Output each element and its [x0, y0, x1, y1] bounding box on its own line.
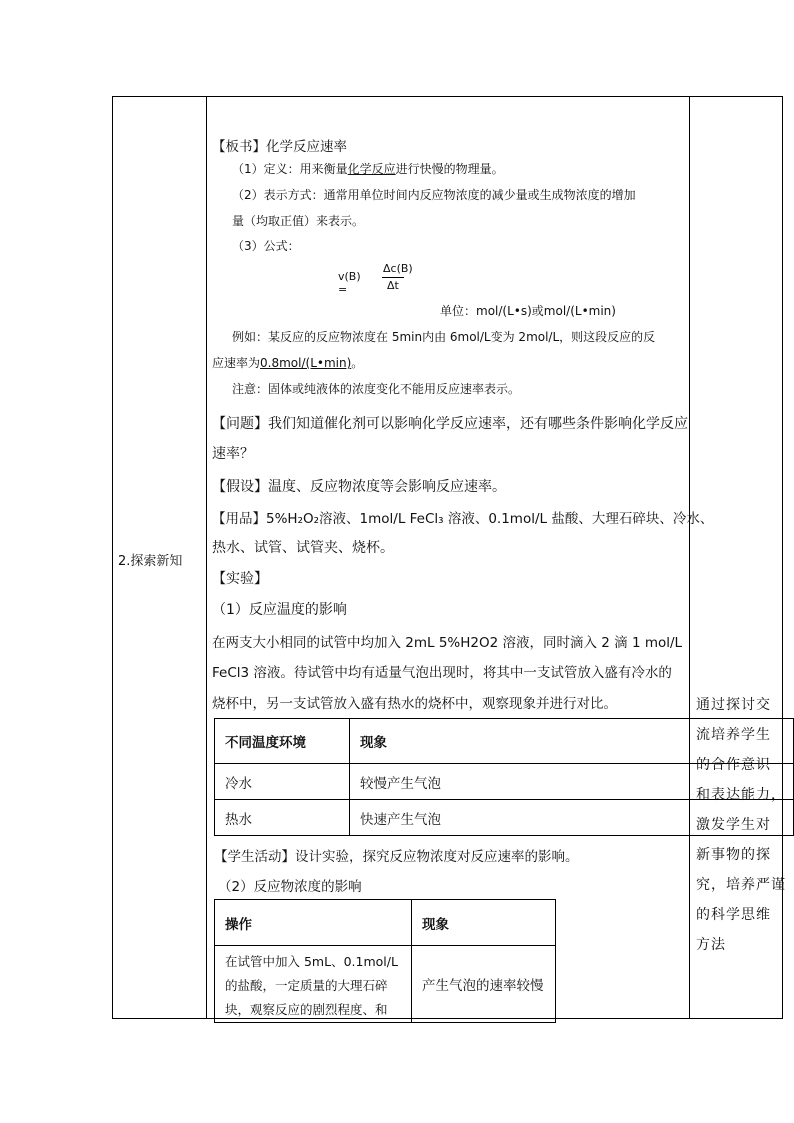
experiment-title: 【实验】 [212, 571, 268, 587]
op-line: 在试管中加入 5mL、0.1mol/L [225, 954, 398, 969]
example-suffix: 。 [351, 356, 364, 370]
board-note: 注意：固体或纯液体的浓度变化不能用反应速率表示。 [232, 382, 521, 396]
side-note-line: 究，培养严谨 [696, 877, 786, 893]
table-header-cell: 操作 [215, 900, 412, 946]
side-note-line: 方法 [696, 937, 726, 953]
op-line: 块，观察反应的剧烈程度、和 [225, 1002, 388, 1017]
fraction-bar [382, 277, 404, 278]
table-row [215, 946, 556, 1023]
column-divider-left [206, 96, 207, 1019]
side-note-line: 的科学思维 [696, 907, 771, 923]
side-note-line: 新事物的探 [696, 847, 771, 863]
side-note-line: 和表达能力， [696, 787, 786, 803]
exp2-title: （2）反应物浓度的影响 [218, 879, 362, 895]
formula-lhs: v(B) = [338, 270, 361, 296]
table-header-cell: 现象 [412, 900, 556, 946]
board-title: 【板书】化学反应速率 [212, 139, 347, 155]
formula-denominator: Δt [387, 279, 399, 292]
example-prefix: 应速率为 [212, 356, 261, 370]
hypothesis: 【假设】温度、反应物浓度等会影响反应速率。 [212, 479, 506, 495]
table-cell: 热水 [215, 800, 350, 836]
board-example-line1: 例如：某反应的反应物浓度在 5min内由 6mol/L变为 2mol/L，则这段反应的反 [232, 330, 656, 344]
formula-numerator: Δc(B) [383, 262, 413, 275]
exp1-line2: FeCl3 溶液。待试管中均有适量气泡出现时，将其中一支试管放入盛有冷水的 [212, 665, 672, 681]
def-underlined-term: 化学反应 [347, 162, 396, 176]
concentration-table [214, 899, 556, 1023]
table-header-cell: 现象 [350, 719, 794, 764]
table-cell: 冷水 [215, 764, 350, 800]
table-cell [215, 946, 412, 1023]
side-note-line: 的合作意识 [696, 757, 771, 773]
op-line: 的盐酸，一定质量的大理石碎 [225, 978, 388, 993]
side-note-line: 激发学生对 [696, 817, 771, 833]
board-formula-label: （3）公式： [232, 239, 300, 253]
exp1-title: （1）反应温度的影响 [212, 602, 347, 618]
side-note-line: 通过探讨交 [696, 697, 771, 713]
exp1-line3: 烧杯中，另一支试管放入盛有热水的烧杯中，观察现象并进行对比。 [212, 696, 617, 712]
table-cell: 产生气泡的速率较慢 [412, 946, 556, 1023]
column-divider-right [689, 96, 690, 1019]
table-cell: 较慢产生气泡 [350, 764, 794, 800]
example-answer: 0.8mol/(L•min) [260, 356, 352, 370]
question-line2: 速率？ [212, 446, 254, 462]
question-line1: 【问题】我们知道催化剂可以影响化学反应速率，还有哪些条件影响化学反应 [212, 416, 688, 432]
exp1-line1: 在两支大小相同的试管中均加入 2mL 5%H2O2 溶液，同时滴入 2 滴 1 mol/L [212, 635, 683, 651]
side-note-line: 流培养学生 [696, 727, 771, 743]
board-expression-line1: （2）表示方式：通常用单位时间内反应物浓度的减少量或生成物浓度的增加 [232, 188, 636, 202]
table-header-cell: 不同温度环境 [215, 719, 350, 764]
side-note [696, 690, 786, 960]
board-definition [232, 160, 504, 177]
student-activity: 【学生活动】设计实验，探究反应物浓度对反应速率的影响。 [214, 849, 579, 865]
lesson-table-frame [112, 96, 786, 1019]
stage-label: 2.探索新知 [118, 554, 183, 569]
materials-line2: 热水、试管、试管夹、烧杯。 [212, 540, 394, 556]
board-example-line2 [212, 354, 363, 371]
def-suffix: 进行快慢的物理量。 [395, 162, 504, 176]
def-prefix: （1）定义：用来衡量 [232, 162, 348, 176]
table-cell: 快速产生气泡 [350, 800, 794, 836]
table-row [215, 900, 556, 946]
materials-line1: 【用品】5%H₂O₂溶液、1mol/L FeCl₃ 溶液、0.1mol/L 盐酸、大理石碎块、冷水、 [212, 511, 714, 527]
board-expression-line2: 量（均取正值）来表示。 [232, 214, 365, 228]
board-unit: 单位：mol/(L•s)或mol/(L•min) [440, 304, 616, 318]
